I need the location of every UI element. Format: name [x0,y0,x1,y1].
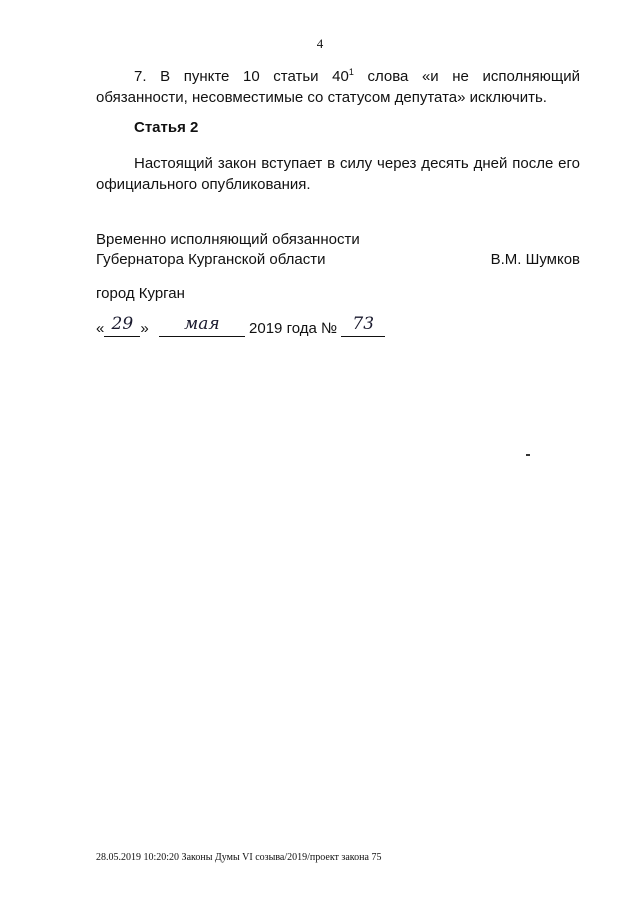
signer-name: В.М. Шумков [490,251,580,268]
item-7-suffix: слова «и не исполняющий [353,68,580,85]
close-quote: » [140,320,149,337]
signer-title [96,230,360,270]
item-7-line-2: обязанности, несовместимые со статусом депутата» исключить. [96,89,547,106]
signer-title-line-1: Временно исполняющий обязанности [96,231,360,248]
number-field [341,314,385,337]
day-field [104,314,140,337]
article-2-paragraph [96,153,580,195]
open-quote: « [96,320,105,337]
signer-title-line-2: Губернатора Курганской области [96,251,326,268]
article-2-line-1: Настоящий закон вступает в силу через десять дней после его [134,155,580,172]
footer-metadata: 28.05.2019 10:20:20 Законы Думы VI созыва/2019/проект закона 75 [96,852,382,863]
year-text: 2019 года № [249,320,338,337]
article-2-heading: Статья 2 [134,119,199,136]
month-field [159,314,245,337]
article-superscript: 1 [348,67,354,77]
date-line [96,314,385,337]
city-line: город Курган [96,285,185,302]
day-handwritten: 29 [111,314,134,334]
item-7-prefix: 7. В пункте 10 статьи 40 [134,68,349,85]
item-7-line-1 [96,66,580,87]
month-handwritten: мая [184,314,220,334]
page-number: 4 [316,36,324,51]
stray-mark [526,454,530,456]
number-handwritten: 73 [352,314,375,334]
item-7-paragraph [96,66,580,108]
article-2-line-2: официального опубликования. [96,176,311,193]
